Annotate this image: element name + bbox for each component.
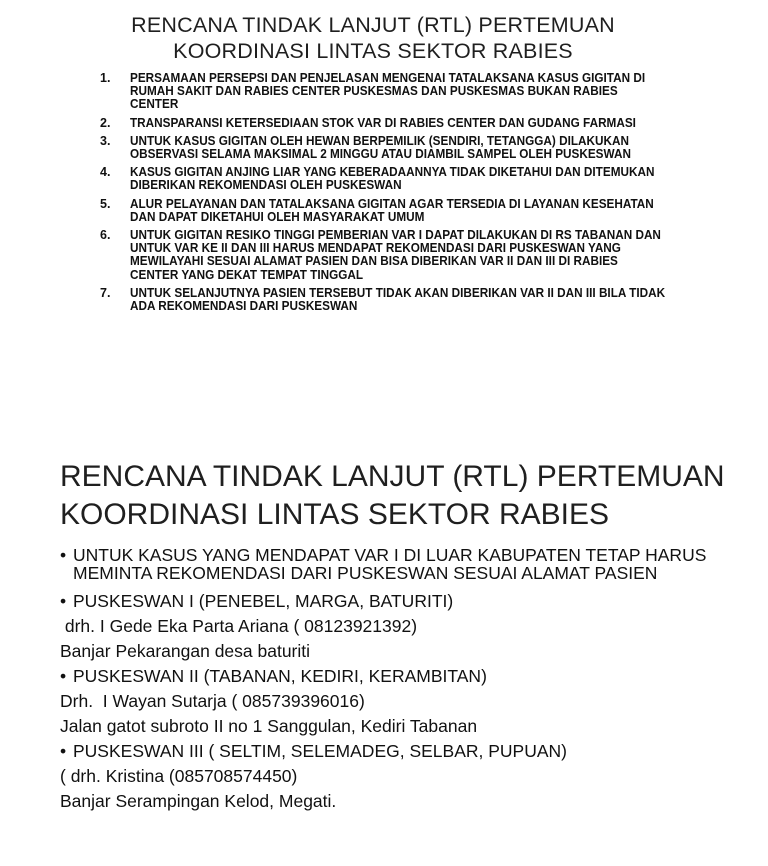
puskeswan-2-label: PUSKESWAN II (TABANAN, KEDIRI, KERAMBITAN) xyxy=(73,666,487,686)
bullet-dot: • xyxy=(60,591,67,611)
slide-1-title-line-2: KOORDINASI LINTAS SEKTOR RABIES xyxy=(173,39,573,63)
list-item xyxy=(100,117,680,130)
list-item-number: 1. xyxy=(100,71,111,85)
slide-2-title xyxy=(60,458,725,534)
bullet-outside-regency xyxy=(60,546,750,582)
list-item-text: UNTUK GIGITAN RESIKO TINGGI PEMBERIAN VAR I DAPAT DILAKUKAN DI RS TABANAN DAN UNTUK VAR KE II DAN III HARUS MENDAPAT REKOMENDASI DARI PUSKESWAN YANG MEWILAYAHI SESUAI ALAMAT PASIEN DAN BISA DIBERIKAN VAR II DAN III DI RABIES CENTER YANG DEKAT TEMPAT TINGGAL xyxy=(130,228,661,282)
bullet-dot: • xyxy=(60,545,67,565)
list-item-text: UNTUK KASUS GIGITAN OLEH HEWAN BERPEMILIK (SENDIRI, TETANGGA) DILAKUKAN OBSERVASI SELAMA MAKSIMAL 2 MINGGU ATAU DIAMBIL SAMPEL OLEH PUSKESWAN xyxy=(130,133,631,162)
list-item-text: TRANSPARANSI KETERSEDIAAN STOK VAR DI RABIES CENTER DAN GUDANG FARMASI xyxy=(130,115,636,130)
slide-1-title-line-1: RENCANA TINDAK LANJUT (RTL) PERTEMUAN xyxy=(131,13,615,37)
list-item-number: 2. xyxy=(100,115,111,130)
list-item xyxy=(100,287,680,313)
list-item-number: 6. xyxy=(100,228,111,243)
list-item-text: KASUS GIGITAN ANJING LIAR YANG KEBERADAANNYA TIDAK DIKETAHUI DAN DITEMUKAN DIBERIKAN REKOMENDASI OLEH PUSKESWAN xyxy=(130,165,655,193)
list-item-number: 7. xyxy=(100,285,111,300)
list-item xyxy=(100,135,680,161)
list-item-text: PERSAMAAN PERSEPSI DAN PENJELASAN MENGENAI TATALAKSANA KASUS GIGITAN DI RUMAH SAKIT DAN RABIES CENTER PUSKESMAS DAN PUSKESMAS BUKAN RABIES CENTER xyxy=(130,71,646,112)
list-item xyxy=(100,198,680,224)
bullet-text-line-2: MEMINTA REKOMENDASI DARI PUSKESWAN SESUAI ALAMAT PASIEN xyxy=(73,563,658,583)
puskeswan-3-contact: ( drh. Kristina (085708574450) xyxy=(60,766,298,786)
slide-1-title xyxy=(0,12,746,64)
list-item xyxy=(100,166,680,192)
bullet-dot: • xyxy=(60,666,67,686)
bullet-text-line-1: UNTUK KASUS YANG MENDAPAT VAR I DI LUAR KABUPATEN TETAP HARUS xyxy=(73,545,707,565)
puskeswan-2-address: Jalan gatot subroto II no 1 Sanggulan, Kediri Tabanan xyxy=(60,716,478,736)
list-item-text: UNTUK SELANJUTNYA PASIEN TERSEBUT TIDAK AKAN DIBERIKAN VAR II DAN III BILA TIDAK ADA REKOMENDASI DARI PUSKESWAN xyxy=(130,285,666,314)
slide-2-title-line-2: KOORDINASI LINTAS SEKTOR RABIES xyxy=(60,498,610,531)
puskeswan-1-contact: drh. I Gede Eka Parta Ariana ( 08123921392) xyxy=(60,616,418,636)
list-item-number: 4. xyxy=(100,165,111,180)
puskeswan-1-label: PUSKESWAN I (PENEBEL, MARGA, BATURITI) xyxy=(73,591,454,611)
list-item-number: 5. xyxy=(100,196,111,211)
list-item-number: 3. xyxy=(100,133,111,148)
puskeswan-2-contact: Drh. I Wayan Sutarja ( 085739396016) xyxy=(60,691,365,711)
puskeswan-3-label: PUSKESWAN III ( SELTIM, SELEMADEG, SELBAR, PUPUAN) xyxy=(73,741,567,761)
bullet-puskeswan-3 xyxy=(60,739,750,764)
slide-2 xyxy=(0,446,768,866)
list-item-text: ALUR PELAYANAN DAN TATALAKSANA GIGITAN AGAR TERSEDIA DI LAYANAN KESEHATAN DAN DAPAT DIKETAHUI OLEH MASYARAKAT UMUM xyxy=(130,196,654,224)
bullet-dot: • xyxy=(60,741,67,761)
bullet-puskeswan-1 xyxy=(60,589,750,614)
slide-2-body xyxy=(60,546,750,814)
list-item xyxy=(100,72,680,112)
puskeswan-1-address: Banjar Pekarangan desa baturiti xyxy=(60,641,311,661)
slide-2-title-line-1: RENCANA TINDAK LANJUT (RTL) PERTEMUAN xyxy=(60,460,725,493)
puskeswan-3-address: Banjar Serampingan Kelod, Megati. xyxy=(60,791,337,811)
rtl-numbered-list xyxy=(100,72,680,318)
bullet-puskeswan-2 xyxy=(60,664,750,689)
list-item xyxy=(100,229,680,282)
slide-1 xyxy=(0,0,768,400)
